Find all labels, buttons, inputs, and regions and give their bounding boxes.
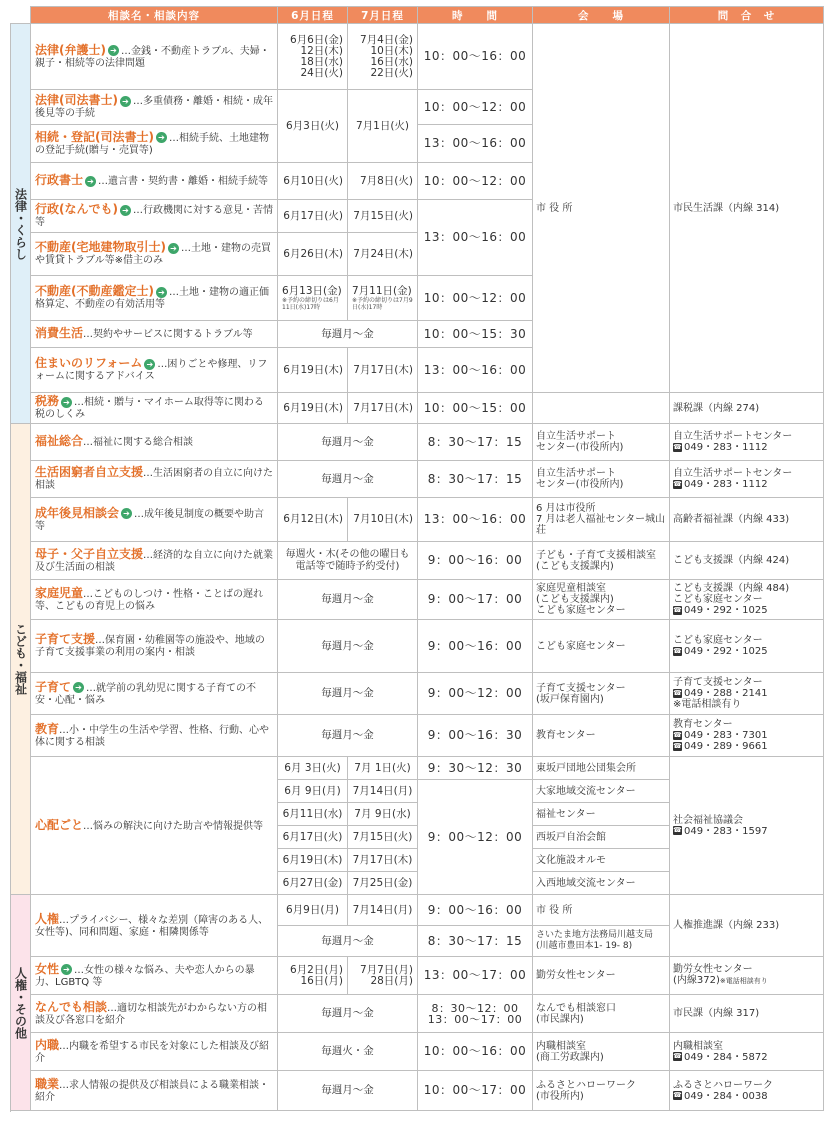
- time-cell: 9：30～12：30: [418, 757, 533, 780]
- consult-desc: …プライバシー、様々な差別（障害のある人、女性等)、同和問題、家庭・相隣関係等: [35, 914, 269, 938]
- june-date: 6月 9日(月): [278, 780, 348, 803]
- venue-cell: さいたま地方法務局川越支局 (川越市豊田本1- 19- 8): [533, 926, 670, 957]
- date-cell: 毎週月～金: [278, 926, 418, 957]
- time-cell: 9：00～12：00: [418, 780, 533, 895]
- contact-name: こども家庭センター: [673, 635, 763, 646]
- contact-note: ※電話相談有り: [673, 699, 742, 710]
- phone-icon: ☎: [673, 479, 682, 488]
- consult-name: 心配ごと: [35, 817, 84, 832]
- contact-cell: [670, 580, 824, 620]
- june-date: 6月6日(金) 12日(木) 18日(水) 24日(火): [278, 24, 348, 90]
- consult-name: 女性: [35, 961, 60, 976]
- consult-desc: …経済的な自立に向けた就業及び生活面の相談: [35, 549, 274, 573]
- contact-name: 教育センター: [673, 719, 733, 730]
- consult-desc: …行政機関に対する意見・苦情等: [35, 205, 273, 228]
- contact-cell: [670, 715, 824, 757]
- contact-name: 勤労女性センター: [673, 964, 753, 975]
- june-date: [278, 276, 348, 321]
- phone-icon: ☎: [673, 730, 682, 739]
- july-date: 7月4日(金) 10日(木) 16日(水) 22日(火): [348, 24, 418, 90]
- july-date: 7月10日(木): [348, 498, 418, 542]
- date-cell: 毎週月～金: [278, 580, 418, 620]
- june-date: 6月9日(月): [278, 895, 348, 926]
- venue-cell: 入西地域交流センター: [533, 872, 670, 895]
- june-date: 6月 3日(火): [278, 757, 348, 780]
- consult-name: 教育: [35, 721, 60, 736]
- july-date: 7月8日(火): [348, 163, 418, 200]
- consult-desc: …相続手続、土地建物の登記手続(贈与・売買等): [35, 132, 269, 156]
- time-cell: 10：00～12：00: [418, 90, 533, 125]
- consult-cell: [31, 424, 278, 461]
- arrow-icon: ➔: [168, 243, 179, 254]
- table-row: [11, 957, 824, 995]
- consult-cell: [31, 348, 278, 393]
- consult-desc: …多重債務・離婚・相続・成年後見等の手続: [35, 96, 273, 119]
- phone-number: 049・289・9661: [684, 741, 768, 752]
- phone-icon: ☎: [673, 688, 682, 697]
- table-row: [11, 1071, 824, 1111]
- consult-cell: [31, 90, 278, 125]
- july-date: 7月17日(木): [348, 393, 418, 424]
- consult-cell: [31, 957, 278, 995]
- consult-desc: …内職を希望する市民を対象にした相談及び紹介: [35, 1040, 270, 1064]
- consult-name: 行政書士: [35, 173, 84, 187]
- phone-icon: ☎: [673, 826, 682, 834]
- table-row: [11, 1033, 824, 1071]
- contact-cell: [670, 757, 824, 895]
- contact-note: ※電話相談有り: [719, 977, 768, 985]
- time-cell: 9：00～17：00: [418, 580, 533, 620]
- contact-cell: [670, 461, 824, 498]
- contact-cell: [670, 957, 824, 995]
- time-cell: 13：00～16：00: [418, 200, 533, 276]
- arrow-icon: ➔: [144, 359, 155, 370]
- consult-name: 成年後見相談会: [35, 505, 120, 520]
- consult-name: 法律(司法書士): [35, 93, 118, 107]
- consult-desc: …悩みの解決に向けた助言や情報提供等: [83, 820, 264, 832]
- header-blank: [11, 7, 31, 24]
- consult-name: 不動産(不動産鑑定士): [35, 284, 154, 298]
- header-row: [11, 7, 824, 24]
- category-kids: こども・福祉: [11, 424, 31, 895]
- date-cell: 毎週月～金: [278, 424, 418, 461]
- venue-cell: 自立生活サポート センター(市役所内): [533, 461, 670, 498]
- contact-name: 内職相談室: [673, 1040, 723, 1052]
- july-date-text: 7月11日(金): [352, 284, 412, 297]
- consult-cell: [31, 1033, 278, 1071]
- venue-cell: 西坂戸自治会館: [533, 826, 670, 849]
- consult-name: 職業: [35, 1076, 60, 1091]
- time-cell: 10：00～17：00: [418, 1071, 533, 1111]
- time-cell: 8：30～12：00 13：00～17：00: [418, 995, 533, 1033]
- consult-name: 家庭児童: [35, 585, 84, 600]
- july-date: 7月25日(金): [348, 872, 418, 895]
- date-cell: 毎週月～金: [278, 461, 418, 498]
- time-cell: 9：00～12：00: [418, 673, 533, 715]
- consult-cell: [31, 393, 278, 424]
- phone-number: 049・284・5872: [684, 1051, 768, 1063]
- consult-name: 子育て: [35, 679, 72, 694]
- consult-cell: [31, 461, 278, 498]
- consult-name: 母子・父子自立支援: [35, 546, 144, 561]
- consult-desc: …相続・贈与・マイホーム取得等に関わる税のしくみ: [35, 397, 264, 420]
- consult-cell: [31, 125, 278, 163]
- time-cell: 13：00～16：00: [418, 348, 533, 393]
- july-date: 7月 1日(火): [348, 757, 418, 780]
- table-row: [11, 393, 824, 424]
- venue-cell: 内職相談室 (商工労政課内): [533, 1033, 670, 1071]
- arrow-icon: ➔: [120, 205, 131, 216]
- consult-desc: …土地・建物の適正価格算定、不動産の有効活用等: [35, 287, 269, 310]
- consult-desc: …契約やサービスに関するトラブル等: [83, 329, 253, 340]
- time-cell: 9：00～16：00: [418, 895, 533, 926]
- consult-cell: [31, 895, 278, 957]
- consult-desc: …金銭・不動産トラブル、夫婦・親子・相続等の法律問題: [35, 45, 270, 69]
- consult-cell: [31, 580, 278, 620]
- arrow-icon: ➔: [156, 132, 167, 143]
- time-cell: 13：00～17：00: [418, 957, 533, 995]
- venue-cell: 6 月は市役所 7 月は老人福祉センター城山荘: [533, 498, 670, 542]
- july-date: 7月15日(火): [348, 200, 418, 233]
- phone-number: 049・288・2141: [684, 688, 768, 699]
- header-time: 時 間: [418, 7, 533, 24]
- table-row: [11, 995, 824, 1033]
- contact-cell: 高齢者福祉課（内線 433): [670, 498, 824, 542]
- consult-name: 相続・登記(司法書士): [35, 129, 154, 144]
- june-date: 6月19日(木): [278, 849, 348, 872]
- time-cell: 9：00～16：30: [418, 715, 533, 757]
- arrow-icon: ➔: [120, 96, 131, 107]
- june-date: 6月27日(金): [278, 872, 348, 895]
- contact-cell: 市民課（内線 317): [670, 995, 824, 1033]
- table-row: [11, 24, 824, 90]
- consult-name: 不動産(宅地建物取引士): [35, 240, 166, 254]
- consult-desc: …土地・建物の売買や賃貸トラブル等※借主のみ: [35, 243, 271, 266]
- june-date: 6月19日(木): [278, 393, 348, 424]
- venue-cell: 勤労女性センター: [533, 957, 670, 995]
- venue-cell: [533, 393, 670, 424]
- date-cell: 毎週火・金: [278, 1033, 418, 1071]
- date-cell: 毎週火・木(その他の曜日も電話等で随時予約受付): [278, 542, 418, 580]
- time-cell: 13：00～16：00: [418, 125, 533, 163]
- consult-cell: [31, 276, 278, 321]
- june-date: 6月2日(月) 16日(月): [278, 957, 348, 995]
- consult-cell: [31, 321, 278, 348]
- phone-number: 049・283・1112: [684, 442, 768, 453]
- june-date: 6月19日(木): [278, 348, 348, 393]
- june-date: 6月3日(火): [278, 90, 348, 163]
- phone-icon: ☎: [673, 646, 682, 655]
- consult-name: 子育て支援: [35, 632, 96, 646]
- consult-cell: [31, 200, 278, 233]
- table-row: [11, 424, 824, 461]
- consult-cell: [31, 757, 278, 895]
- contact-name: 自立生活サポートセンター: [673, 468, 793, 479]
- table-row: [11, 580, 824, 620]
- june-date: 6月11日(水): [278, 803, 348, 826]
- consult-name: 人権: [35, 911, 60, 926]
- time-cell: 10：00～15：30: [418, 321, 533, 348]
- july-date: 7月 9日(水): [348, 803, 418, 826]
- venue-cell: 市 役 所: [533, 895, 670, 926]
- consult-name: 福祉総合: [35, 434, 84, 448]
- category-rights: 人権・その他: [11, 895, 31, 1111]
- consult-cell: [31, 673, 278, 715]
- june-date: 6月26日(木): [278, 233, 348, 276]
- contact-name: 自立生活サポートセンター: [673, 431, 793, 442]
- date-cell: 毎週月～金: [278, 673, 418, 715]
- consult-cell: [31, 542, 278, 580]
- consult-cell: [31, 1071, 278, 1111]
- date-cell: 毎週月～金: [278, 620, 418, 673]
- contact-cell: [670, 1033, 824, 1071]
- venue-cell: 市 役 所: [533, 24, 670, 393]
- table-row: [11, 673, 824, 715]
- header-june: 6月日程: [278, 7, 348, 24]
- consult-name: 法律(弁護士): [35, 42, 106, 57]
- time-cell: 10：00～16：00: [418, 1033, 533, 1071]
- phone-icon: ☎: [673, 442, 682, 451]
- venue-cell: 自立生活サポート センター(市役所内): [533, 424, 670, 461]
- consult-cell: [31, 498, 278, 542]
- consult-name: なんでも相談: [35, 999, 108, 1014]
- phone-number: 049・284・0038: [684, 1090, 768, 1102]
- arrow-icon: ➔: [108, 45, 119, 56]
- consult-name: 税務: [35, 394, 60, 408]
- date-cell: 毎週月～金: [278, 1071, 418, 1111]
- consult-name: 住まいのリフォーム: [35, 356, 143, 370]
- consult-cell: [31, 995, 278, 1033]
- venue-cell: 文化施設オルモ: [533, 849, 670, 872]
- venue-cell: 大家地域交流センター: [533, 780, 670, 803]
- june-date: 6月17日(火): [278, 200, 348, 233]
- july-date: 7月14日(月): [348, 895, 418, 926]
- consult-desc: …成年後見制度の概要や助言等: [35, 508, 265, 532]
- venue-cell: 子育て支援センター (坂戸保育園内): [533, 673, 670, 715]
- consult-desc: …女性の様々な悩み、夫や恋人からの暴力、LGBTQ 等: [35, 964, 255, 988]
- contact-cell: 市民生活課（内線 314): [670, 24, 824, 393]
- july-date: 7月15日(火): [348, 826, 418, 849]
- consult-desc: …生活困窮者の自立に向けた相談: [35, 468, 274, 491]
- table-row: [11, 895, 824, 926]
- header-contact: 問 合 せ: [670, 7, 824, 24]
- venue-cell: こども家庭センター: [533, 620, 670, 673]
- consult-desc: …遺言書・契約書・離婚・相続手続等: [98, 176, 269, 187]
- table-row: [11, 542, 824, 580]
- time-cell: 10：00～12：00: [418, 276, 533, 321]
- consult-desc: …求人情報の提供及び相談員による職業相談・紹介: [35, 1079, 270, 1103]
- arrow-icon: ➔: [85, 176, 96, 187]
- venue-cell: 教育センター: [533, 715, 670, 757]
- contact-name: こども支援課（内線 484) こども家庭センター: [673, 583, 790, 605]
- july-date: 7月17日(木): [348, 849, 418, 872]
- june-date-text: 6月13日(金): [282, 284, 342, 297]
- july-date: 7月1日(火): [348, 90, 418, 163]
- time-cell: 8：30～17：15: [418, 424, 533, 461]
- time-cell: 10：00～12：00: [418, 163, 533, 200]
- consult-desc: …こどものしつけ・性格・ことばの遅れ等、こどもの育児上の悩み: [35, 588, 264, 612]
- phone-number: 049・292・1025: [684, 605, 768, 616]
- july-note: ※予約の締切りは7月9日(水)17時: [352, 296, 413, 311]
- consult-desc: …就学前の乳幼児に関する子育ての不安・心配・悩み: [35, 682, 257, 706]
- time-cell: 8：30～17：15: [418, 461, 533, 498]
- consult-name: 内職: [35, 1037, 60, 1052]
- table-row: [11, 620, 824, 673]
- contact-cell: [670, 1071, 824, 1111]
- header-venue: 会 場: [533, 7, 670, 24]
- contact-name: ふるさとハローワーク: [673, 1079, 773, 1091]
- phone-number: 049・292・1025: [684, 646, 768, 657]
- time-cell: 9：00～16：00: [418, 620, 533, 673]
- table-row: [11, 498, 824, 542]
- header-july: 7月日程: [348, 7, 418, 24]
- july-date: [348, 276, 418, 321]
- table-row: [11, 757, 824, 780]
- june-date: 6月10日(火): [278, 163, 348, 200]
- july-date: 7月7日(月) 28日(月): [348, 957, 418, 995]
- venue-cell: ふるさとハローワーク (市役所内): [533, 1071, 670, 1111]
- july-date: 7月14日(月): [348, 780, 418, 803]
- date-cell: 毎週月～金: [278, 321, 418, 348]
- june-note: ※予約の締切りは6月11日(水)17時: [282, 296, 339, 311]
- venue-cell: 東坂戸団地公団集会所: [533, 757, 670, 780]
- phone-number: 049・283・1597: [684, 825, 768, 837]
- venue-cell: 子ども・子育て支援相談室 (こども支援課内): [533, 542, 670, 580]
- date-cell: 毎週月～金: [278, 715, 418, 757]
- consult-desc: …適切な相談先がわからない方の相談及び各窓口を紹介: [35, 1002, 268, 1026]
- phone-icon: ☎: [673, 1091, 682, 1099]
- consult-cell: [31, 715, 278, 757]
- contact-cell: こども支援課（内線 424): [670, 542, 824, 580]
- consult-cell: [31, 24, 278, 90]
- phone-icon: ☎: [673, 741, 682, 750]
- consult-desc: …困りごとや修理、リフォームに関するアドバイス: [35, 359, 268, 382]
- time-cell: 13：00～16：00: [418, 498, 533, 542]
- header-name: 相談名・相談内容: [31, 7, 278, 24]
- phone-icon: ☎: [673, 1052, 682, 1060]
- contact-extension: (内線372): [673, 975, 720, 986]
- consult-cell: [31, 620, 278, 673]
- consult-name: 消費生活: [35, 326, 84, 340]
- contact-cell: [670, 620, 824, 673]
- arrow-icon: ➔: [156, 287, 167, 298]
- consult-name: 生活困窮者自立支援: [35, 465, 144, 479]
- contact-cell: 課税課（内線 274): [670, 393, 824, 424]
- contact-name: 子育て支援センター: [673, 677, 763, 688]
- time-cell: 10：00～15：00: [418, 393, 533, 424]
- contact-name: 社会福祉協議会: [673, 814, 743, 826]
- phone-icon: ☎: [673, 605, 682, 614]
- schedule-table: [10, 6, 824, 1111]
- time-cell: 9：00～16：00: [418, 542, 533, 580]
- arrow-icon: ➔: [73, 682, 84, 693]
- june-date: 6月12日(木): [278, 498, 348, 542]
- consult-desc: …福祉に関する総合相談: [83, 437, 194, 448]
- consult-desc: …小・中学生の生活や学習、性格、行動、心や体に関する相談: [35, 724, 270, 748]
- venue-cell: 家庭児童相談室 (こども支援課内) こども家庭センター: [533, 580, 670, 620]
- arrow-icon: ➔: [121, 508, 132, 519]
- consult-desc: …保育園・幼稚園等の施設や、地域の子育て支援事業の利用の案内・相談: [35, 635, 265, 658]
- july-date: 7月17日(木): [348, 348, 418, 393]
- phone-number: 049・283・7301: [684, 730, 768, 741]
- venue-cell: なんでも相談窓口 (市民課内): [533, 995, 670, 1033]
- category-law: 法律・くらし: [11, 24, 31, 424]
- date-cell: 毎週月～金: [278, 995, 418, 1033]
- contact-cell: [670, 424, 824, 461]
- june-date: 6月17日(火): [278, 826, 348, 849]
- venue-cell: 福祉センター: [533, 803, 670, 826]
- consult-cell: [31, 233, 278, 276]
- consult-cell: [31, 163, 278, 200]
- table-row: [11, 461, 824, 498]
- july-date: 7月24日(木): [348, 233, 418, 276]
- contact-cell: 人権推進課（内線 233): [670, 895, 824, 957]
- arrow-icon: ➔: [61, 397, 72, 408]
- time-cell: 10：00～16：00: [418, 24, 533, 90]
- phone-number: 049・283・1112: [684, 479, 768, 490]
- consult-name: 行政(なんでも): [35, 202, 118, 216]
- consultation-schedule: [10, 6, 824, 1111]
- table-row: [11, 715, 824, 757]
- contact-cell: [670, 673, 824, 715]
- arrow-icon: ➔: [61, 964, 72, 975]
- time-cell: 8：30～17：15: [418, 926, 533, 957]
